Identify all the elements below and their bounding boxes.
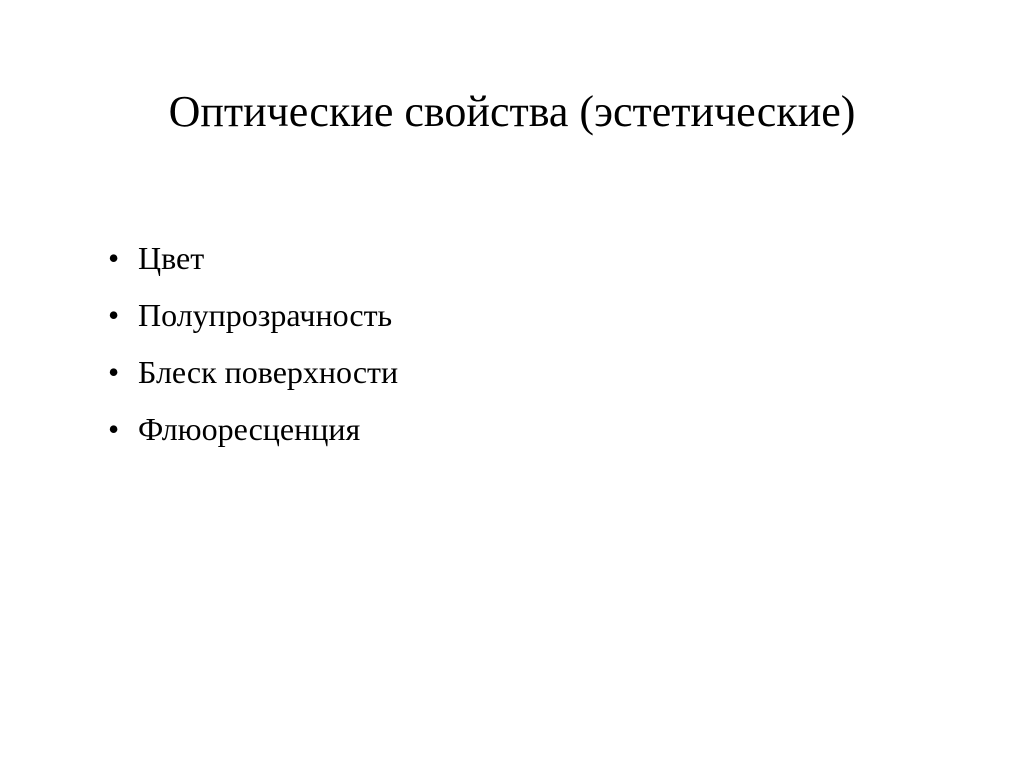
bullet-marker: • (108, 354, 120, 390)
bullet-text-color: Цвет (138, 240, 205, 276)
bullet-marker: • (108, 411, 120, 447)
bullet-text-fluorescence: Флюоресценция (138, 411, 361, 447)
list-item (108, 344, 398, 401)
list-item (108, 230, 398, 287)
list-item (108, 401, 398, 458)
list-item (108, 287, 398, 344)
bullet-marker: • (108, 240, 120, 276)
bullet-list (108, 230, 398, 458)
bullet-text-translucency: Полупрозрачность (138, 297, 393, 333)
slide-title: Оптические свойства (эстетические) (168, 87, 856, 136)
bullet-text-surface-gloss: Блеск поверхности (138, 354, 399, 390)
bullet-marker: • (108, 297, 120, 333)
